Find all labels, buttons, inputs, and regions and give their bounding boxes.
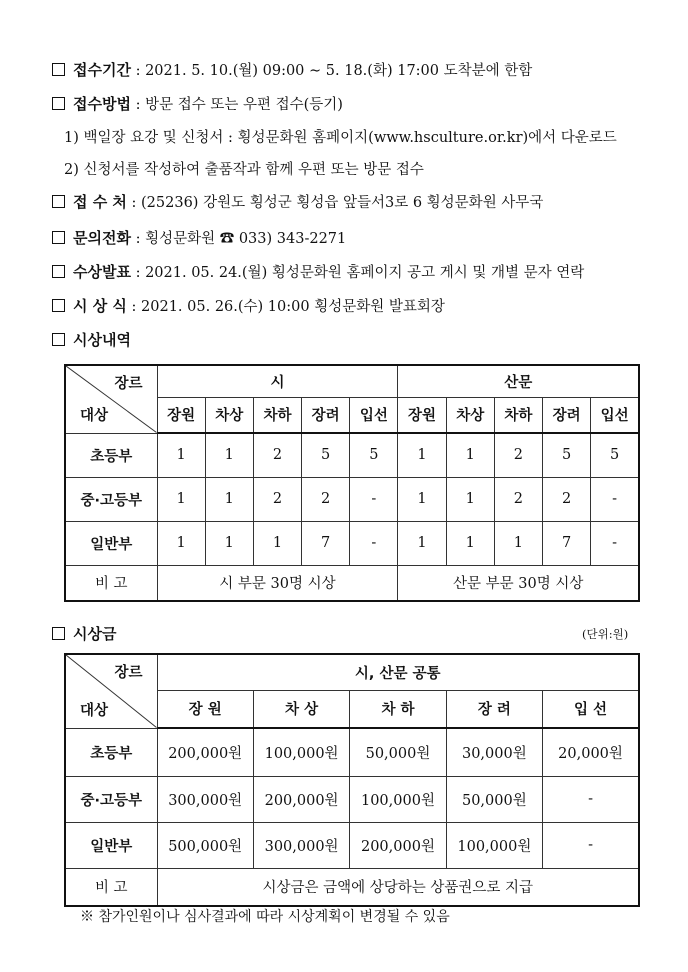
count-cell: 5	[302, 433, 350, 477]
count-cell: 2	[494, 477, 542, 521]
row-label: 일반부	[65, 822, 157, 868]
prize-table	[64, 653, 640, 907]
amount-cell: 100,000원	[253, 728, 349, 776]
rank-header: 차하	[494, 397, 542, 433]
awards-heading: 시상내역	[52, 330, 131, 350]
count-cell: 1	[398, 433, 446, 477]
count-cell: 1	[205, 433, 253, 477]
awards-table	[64, 364, 640, 602]
count-cell: 5	[591, 433, 639, 477]
unit-note: (단위:원)	[582, 627, 629, 641]
row-label: 중·고등부	[65, 776, 157, 822]
count-cell: 1	[205, 521, 253, 565]
amount-cell: 200,000원	[157, 728, 253, 776]
remark-row	[65, 565, 639, 601]
rank-header: 장려	[543, 397, 591, 433]
checkbox-square-icon	[52, 231, 65, 244]
amount-cell: 300,000원	[157, 776, 253, 822]
amount-cell: 100,000원	[350, 776, 446, 822]
rank-header: 입선	[350, 397, 398, 433]
count-cell: 1	[398, 521, 446, 565]
count-cell: -	[350, 521, 398, 565]
count-cell: 1	[446, 521, 494, 565]
amount-cell: 30,000원	[446, 728, 542, 776]
table-row	[65, 822, 639, 868]
rank-header: 장원	[398, 397, 446, 433]
remark-prose: 산문 부문 30명 시상	[398, 565, 639, 601]
method-step-2: 2) 신청서를 작성하여 출품작과 함께 우편 또는 방문 접수	[64, 162, 424, 178]
checkbox-square-icon	[52, 333, 65, 346]
count-cell: 1	[253, 521, 301, 565]
count-cell: 2	[543, 477, 591, 521]
count-cell: 7	[302, 521, 350, 565]
prize-common-header: 시, 산문 공통	[157, 654, 639, 690]
method-step-1: 1) 백일장 요강 및 신청서 : 횡성문화원 홈페이지(www.hsculture.or.kr)에서 다운로드	[64, 130, 617, 146]
genre-prose: 산문	[398, 365, 639, 397]
row-label: 중·고등부	[65, 477, 157, 521]
corner-label-genre: 장르	[114, 665, 143, 681]
checkbox-square-icon	[52, 265, 65, 278]
remark-label: 비 고	[65, 565, 157, 601]
amount-cell: -	[543, 822, 639, 868]
count-cell: 2	[302, 477, 350, 521]
info-announce: 수상발표 : 2021. 05. 24.(월) 횡성문화원 홈페이지 공고 게시 및 개별 문자 연락	[52, 262, 584, 283]
checkbox-square-icon	[52, 627, 65, 640]
rank-header: 장려	[302, 397, 350, 433]
count-cell: 5	[350, 433, 398, 477]
rank-header: 입선	[591, 397, 639, 433]
row-label: 초등부	[65, 728, 157, 776]
count-cell: 1	[157, 477, 205, 521]
remark-poem: 시 부문 30명 시상	[157, 565, 398, 601]
amount-cell: 50,000원	[350, 728, 446, 776]
rank-header: 장 원	[157, 690, 253, 728]
corner-label-target: 대상	[80, 702, 109, 719]
info-ceremony: 시 상 식 : 2021. 05. 26.(수) 10:00 횡성문화원 발표회장	[52, 296, 445, 317]
count-cell: -	[591, 521, 639, 565]
count-cell: 1	[446, 477, 494, 521]
rank-header: 차상	[446, 397, 494, 433]
prize-heading: 시상금	[52, 624, 116, 644]
table-row	[65, 477, 639, 521]
rank-header: 차 상	[253, 690, 349, 728]
count-cell: 1	[446, 433, 494, 477]
table-row	[65, 521, 639, 565]
rank-header: 장원	[157, 397, 205, 433]
amount-cell: -	[543, 776, 639, 822]
genre-poem: 시	[157, 365, 398, 397]
count-cell: 1	[494, 521, 542, 565]
checkbox-square-icon	[52, 63, 65, 76]
amount-cell: 200,000원	[253, 776, 349, 822]
amount-cell: 500,000원	[157, 822, 253, 868]
remark-prize: 시상금은 금액에 상당하는 상품권으로 지급	[157, 868, 639, 906]
count-cell: -	[350, 477, 398, 521]
amount-cell: 300,000원	[253, 822, 349, 868]
count-cell: 1	[398, 477, 446, 521]
count-cell: 1	[205, 477, 253, 521]
count-cell: 2	[494, 433, 542, 477]
checkbox-square-icon	[52, 97, 65, 110]
info-place: 접 수 처 : (25236) 강원도 횡성군 횡성읍 앞들서3로 6 횡성문화원 사무국	[52, 192, 543, 213]
count-cell: 1	[157, 521, 205, 565]
table-row	[65, 433, 639, 477]
amount-cell: 20,000원	[543, 728, 639, 776]
count-cell: 2	[253, 433, 301, 477]
checkbox-square-icon	[52, 299, 65, 312]
info-phone: 문의전화 : 횡성문화원 ☎ 033) 343-2271	[52, 228, 346, 249]
amount-cell: 200,000원	[350, 822, 446, 868]
rank-header: 입 선	[543, 690, 639, 728]
rank-header: 장 려	[446, 690, 542, 728]
count-cell: 2	[253, 477, 301, 521]
count-cell: 7	[543, 521, 591, 565]
amount-cell: 100,000원	[446, 822, 542, 868]
row-label: 초등부	[65, 433, 157, 477]
corner-label-genre: 장르	[114, 376, 143, 392]
rank-header: 차하	[253, 397, 301, 433]
awards-corner-cell	[65, 365, 157, 433]
checkbox-square-icon	[52, 195, 65, 208]
row-label: 일반부	[65, 521, 157, 565]
rank-header: 차 하	[350, 690, 446, 728]
table-row	[65, 776, 639, 822]
info-method: 접수방법 : 방문 접수 또는 우편 접수(등기)	[52, 94, 343, 115]
table-row	[65, 728, 639, 776]
count-cell: 5	[543, 433, 591, 477]
count-cell: 1	[157, 433, 205, 477]
remark-row	[65, 868, 639, 906]
rank-header: 차상	[205, 397, 253, 433]
count-cell: -	[591, 477, 639, 521]
footnote: ※ 참가인원이나 심사결과에 따라 시상계획이 변경될 수 있음	[80, 909, 450, 925]
info-period: 접수기간 : 2021. 5. 10.(월) 09:00 ∼ 5. 18.(화) 17:00 도착분에 한함	[52, 60, 532, 81]
remark-label: 비 고	[65, 868, 157, 906]
prize-corner-cell	[65, 654, 157, 728]
corner-label-target: 대상	[80, 407, 109, 424]
amount-cell: 50,000원	[446, 776, 542, 822]
